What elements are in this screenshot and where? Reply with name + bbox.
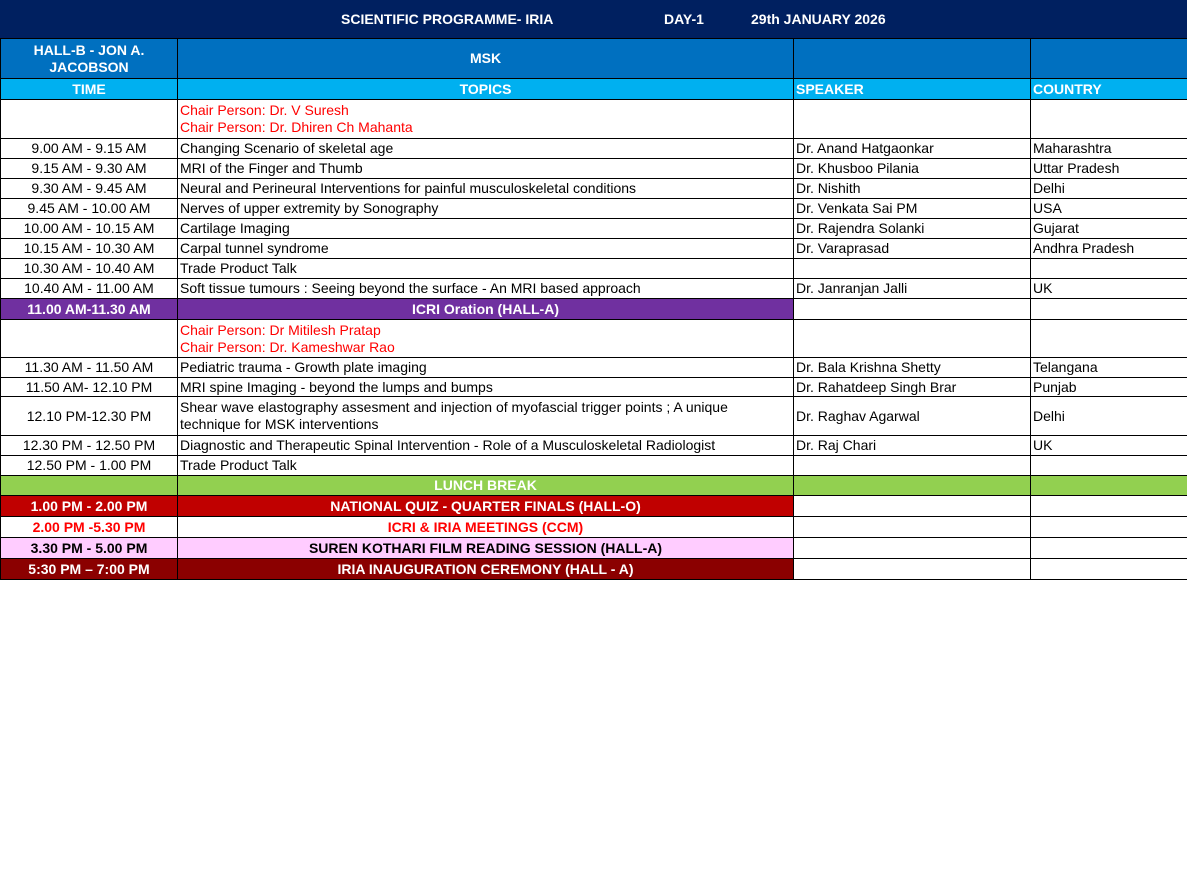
event-title: IRIA INAUGURATION CEREMONY (HALL - A) [178, 559, 794, 580]
country-cell: Uttar Pradesh [1031, 159, 1187, 179]
oration-title: ICRI Oration (HALL-A) [178, 299, 794, 320]
speaker-cell [794, 259, 1031, 279]
date-label: 29th JANUARY 2026 [751, 11, 886, 27]
chair-row [1, 320, 1187, 358]
chair-person: Chair Person: Dr. V Suresh [180, 102, 349, 118]
speaker-cell: Dr. Khusboo Pilania [794, 159, 1031, 179]
event-time: 5:30 PM – 7:00 PM [1, 559, 178, 580]
oration-row [1, 299, 1187, 320]
speaker-cell: Dr. Venkata Sai PM [794, 199, 1031, 219]
country-cell: Gujarat [1031, 219, 1187, 239]
chair-row [1, 100, 1187, 139]
country-cell: Maharashtra [1031, 139, 1187, 159]
time-cell: 11.30 AM - 11.50 AM [1, 358, 178, 378]
table-row [1, 436, 1187, 456]
topic-cell: Trade Product Talk [178, 259, 794, 279]
hall-header-row [1, 39, 1187, 79]
speaker-cell: Dr. Rahatdeep Singh Brar [794, 378, 1031, 397]
topic-cell: Diagnostic and Therapeutic Spinal Intervention - Role of a Musculoskeletal Radiologist [178, 436, 794, 456]
country-column-header: COUNTRY [1031, 79, 1187, 100]
speaker-cell: Dr. Bala Krishna Shetty [794, 358, 1031, 378]
speaker-cell: Dr. Nishith [794, 179, 1031, 199]
speaker-cell: Dr. Varaprasad [794, 239, 1031, 259]
time-cell: 12.10 PM-12.30 PM [1, 397, 178, 436]
event-row [1, 496, 1187, 517]
speaker-cell: Dr. Janranjan Jalli [794, 279, 1031, 299]
table-row [1, 358, 1187, 378]
event-title: ICRI & IRIA MEETINGS (CCM) [178, 517, 794, 538]
lunch-break-label: LUNCH BREAK [178, 476, 794, 496]
time-column-header: TIME [1, 79, 178, 100]
speaker-cell: Dr. Rajendra Solanki [794, 219, 1031, 239]
country-cell: Delhi [1031, 179, 1187, 199]
country-cell: Delhi [1031, 397, 1187, 436]
topic-cell: Cartilage Imaging [178, 219, 794, 239]
time-cell: 10.30 AM - 10.40 AM [1, 259, 178, 279]
speaker-cell: Dr. Raj Chari [794, 436, 1031, 456]
time-cell: 10.40 AM - 11.00 AM [1, 279, 178, 299]
country-cell [1031, 456, 1187, 476]
country-cell: UK [1031, 279, 1187, 299]
country-cell: Andhra Pradesh [1031, 239, 1187, 259]
chair-person: Chair Person: Dr. Kameshwar Rao [180, 338, 395, 355]
table-row [1, 139, 1187, 159]
topic-cell: Trade Product Talk [178, 456, 794, 476]
event-title: NATIONAL QUIZ - QUARTER FINALS (HALL-O) [178, 496, 794, 517]
table-row [1, 199, 1187, 219]
chair-persons [178, 320, 794, 358]
speaker-column-header: SPEAKER [794, 79, 1031, 100]
programme-title: SCIENTIFIC PROGRAMME- IRIA [341, 11, 554, 27]
country-cell: USA [1031, 199, 1187, 219]
header-blank [1031, 39, 1187, 79]
column-header-row [1, 79, 1187, 100]
programme-banner [0, 0, 1187, 38]
table-row [1, 239, 1187, 259]
topic-cell: Soft tissue tumours : Seeing beyond the surface - An MRI based approach [178, 279, 794, 299]
time-cell: 9.30 AM - 9.45 AM [1, 179, 178, 199]
table-row [1, 279, 1187, 299]
schedule-table [0, 38, 1187, 580]
table-row [1, 179, 1187, 199]
speaker-cell: Dr. Anand Hatgaonkar [794, 139, 1031, 159]
speaker-cell: Dr. Raghav Agarwal [794, 397, 1031, 436]
event-row [1, 538, 1187, 559]
table-row [1, 219, 1187, 239]
topic-cell: Carpal tunnel syndrome [178, 239, 794, 259]
speaker-cell [794, 456, 1031, 476]
topic-cell: MRI spine Imaging - beyond the lumps and bumps [178, 378, 794, 397]
event-row [1, 559, 1187, 580]
table-row [1, 456, 1187, 476]
chair-persons [178, 100, 794, 139]
country-cell: UK [1031, 436, 1187, 456]
chair-person: Chair Person: Dr Mitilesh Pratap [180, 321, 381, 338]
topic-cell: Changing Scenario of skeletal age [178, 139, 794, 159]
chair-person: Chair Person: Dr. Dhiren Ch Mahanta [180, 119, 413, 135]
time-cell: 11.50 AM- 12.10 PM [1, 378, 178, 397]
lunch-row [1, 476, 1187, 496]
header-blank [794, 39, 1031, 79]
time-cell: 9.15 AM - 9.30 AM [1, 159, 178, 179]
table-row [1, 397, 1187, 436]
event-title: SUREN KOTHARI FILM READING SESSION (HALL-A) [178, 538, 794, 559]
table-row [1, 259, 1187, 279]
country-cell: Punjab [1031, 378, 1187, 397]
event-time: 3.30 PM - 5.00 PM [1, 538, 178, 559]
hall-name: HALL-B - JON A. JACOBSON [1, 39, 178, 79]
oration-time: 11.00 AM-11.30 AM [1, 299, 178, 320]
topic-cell: Pediatric trauma - Growth plate imaging [178, 358, 794, 378]
country-cell: Telangana [1031, 358, 1187, 378]
topic-cell: Nerves of upper extremity by Sonography [178, 199, 794, 219]
time-cell: 10.15 AM - 10.30 AM [1, 239, 178, 259]
topic-cell: Shear wave elastography assesment and injection of myofascial trigger points ; A unique technique for MSK interventions [178, 397, 794, 436]
day-label: DAY-1 [664, 11, 704, 27]
table-row [1, 159, 1187, 179]
time-cell: 9.45 AM - 10.00 AM [1, 199, 178, 219]
time-cell: 12.30 PM - 12.50 PM [1, 436, 178, 456]
topic-cell: Neural and Perineural Interventions for painful musculoskeletal conditions [178, 179, 794, 199]
time-cell: 12.50 PM - 1.00 PM [1, 456, 178, 476]
event-time: 1.00 PM - 2.00 PM [1, 496, 178, 517]
event-time: 2.00 PM -5.30 PM [1, 517, 178, 538]
table-row [1, 378, 1187, 397]
topics-column-header: TOPICS [178, 79, 794, 100]
time-cell: 10.00 AM - 10.15 AM [1, 219, 178, 239]
topic-cell: MRI of the Finger and Thumb [178, 159, 794, 179]
country-cell [1031, 259, 1187, 279]
event-row [1, 517, 1187, 538]
track-name: MSK [178, 39, 794, 79]
time-cell: 9.00 AM - 9.15 AM [1, 139, 178, 159]
